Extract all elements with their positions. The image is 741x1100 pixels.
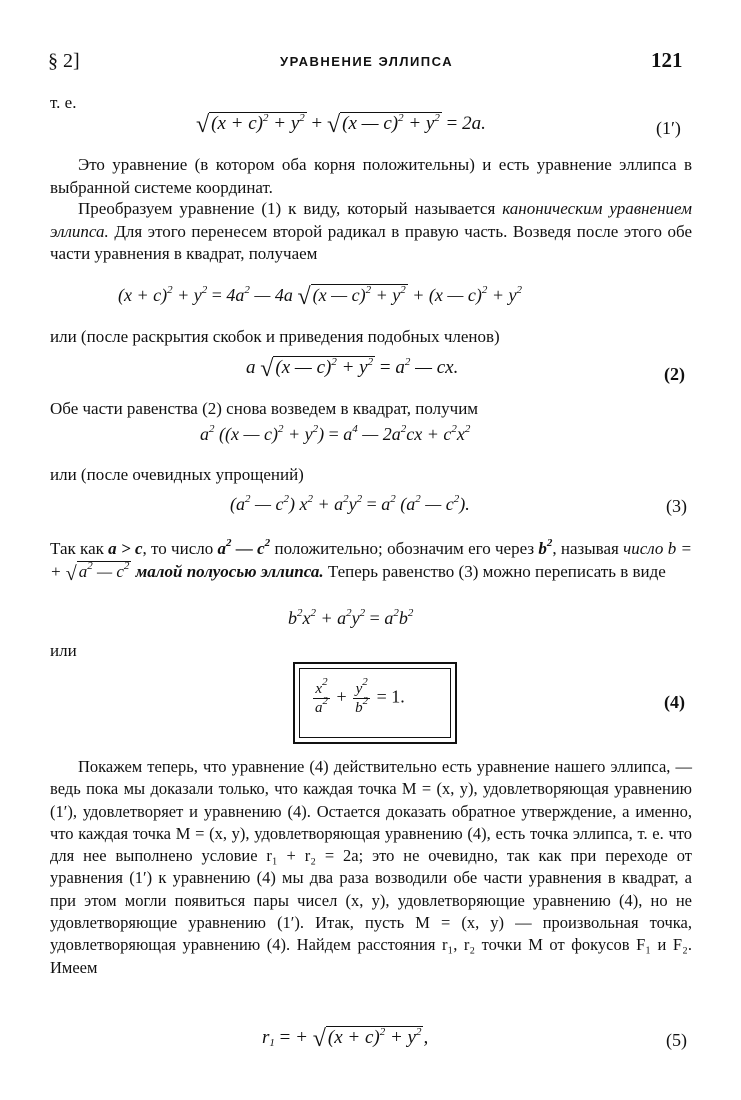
canonical-equation-box — [293, 662, 457, 744]
equation-2-number: (2) — [664, 364, 685, 384]
equation-2: a √ (x — $c)^2 + y^2 = a^2$ — cx. — [246, 356, 459, 382]
page-number: 121 — [651, 48, 683, 72]
equation-expanded: $(x + c)^2 + y^2 = 4a^2$ — 4a √ (x — $c)^2 + y^2 + (x$ — $c)^2 + y^2$ — [118, 284, 522, 310]
paragraph-7: или — [50, 641, 77, 660]
paragraph-1: Это уравнение (в котором оба корня положительны) и есть уравнение эллипса в выбранной системе координат. — [50, 155, 692, 197]
equation-3-number: (3) — [666, 496, 687, 516]
equation-4: $\frac{x^2}{a^2}$ + $\frac{y^2}{b^2}$ = 1. — [315, 676, 405, 716]
paragraph-4: Обе части равенства (2) снова возведем в квадрат, получим — [50, 399, 479, 418]
equation-4-number: (4) — [664, 692, 685, 712]
running-title: УРАВНЕНИЕ ЭЛЛИПСА — [280, 54, 454, 69]
equation-5: $r_1$ = + √ $(x + c)^2 + y^2$ , — [262, 1026, 429, 1052]
equation-1prime-number: (1′) — [656, 118, 681, 138]
equation-5-number: (5) — [666, 1030, 687, 1050]
paragraph-6: Так как a > c, то число $a^2$ — $c^2$ положительно; обозначим его через $b^2$, называя число b = + √ $a^2$ — $c^2$ малой полуосью эллипса. Теперь равенство (3) можно переписать в виде — [50, 537, 693, 585]
paragraph-5: или (после очевидных упрощений) — [50, 465, 304, 484]
equation-squared: $a^2$ ((x — $c)^2 + y^2) = a^4$ — $2a^2cx + c^2x^2$ — [200, 423, 471, 444]
intro-text: т. е. — [50, 93, 77, 112]
equation-3: ($a^2$ — $c^2$) $x^2 + a^2y^2 = a^2$ ($a^2$ — $c^2$). — [230, 493, 470, 514]
section-marker: § 2] — [48, 50, 80, 72]
page-header — [0, 44, 741, 76]
paragraph-2: Преобразуем уравнение (1) к виду, который называется каноническим уравнением эллипса. Для этого перенесем второй радикал в правую часть. Возведя после этого обе части уравнения в квадрат, получаем — [50, 199, 692, 263]
equation-1prime: √ $(x + c)^2 + y^2$ + √ (x — $c)^2 + y^2 = 2a$. — [196, 112, 486, 138]
paragraph-8: Покажем теперь, что уравнение (4) действительно есть уравнение нашего эллипса, — ведь пока мы доказали только, что каждая точка M = (x, y), удовлетворяющая уравнению (1′), удовлетворяет и уравнению (4). Остается доказать обратное утверждение, а именно, что каждая точка M = (x, y), удовлетворяющая уравнению (4), есть точка эллипса, т. е. что для нее выполнено условие r₁ + r₂ = 2a; это не очевидно, так как при переходе от уравнения (1′) к уравнению (4) мы два раза возводили обе части уравнения в квадрат, а при этом могли появиться пары чисел (x, y), удовлетворяющие уравнению (4), но не удовлетворяющие уравнению (1′). Итак, пусть M = (x, y) — произвольная точка, удовлетворяющая уравнению (4). Найдем расстояния r₁, r₂ точки M от фокусов F₁ и F₂. Имеем — [50, 757, 692, 977]
equation-b2x2: $b^2x^2 + a^2y^2 = a^2b^2$ — [288, 607, 414, 628]
paragraph-3: или (после раскрытия скобок и приведения подобных членов) — [50, 327, 500, 346]
